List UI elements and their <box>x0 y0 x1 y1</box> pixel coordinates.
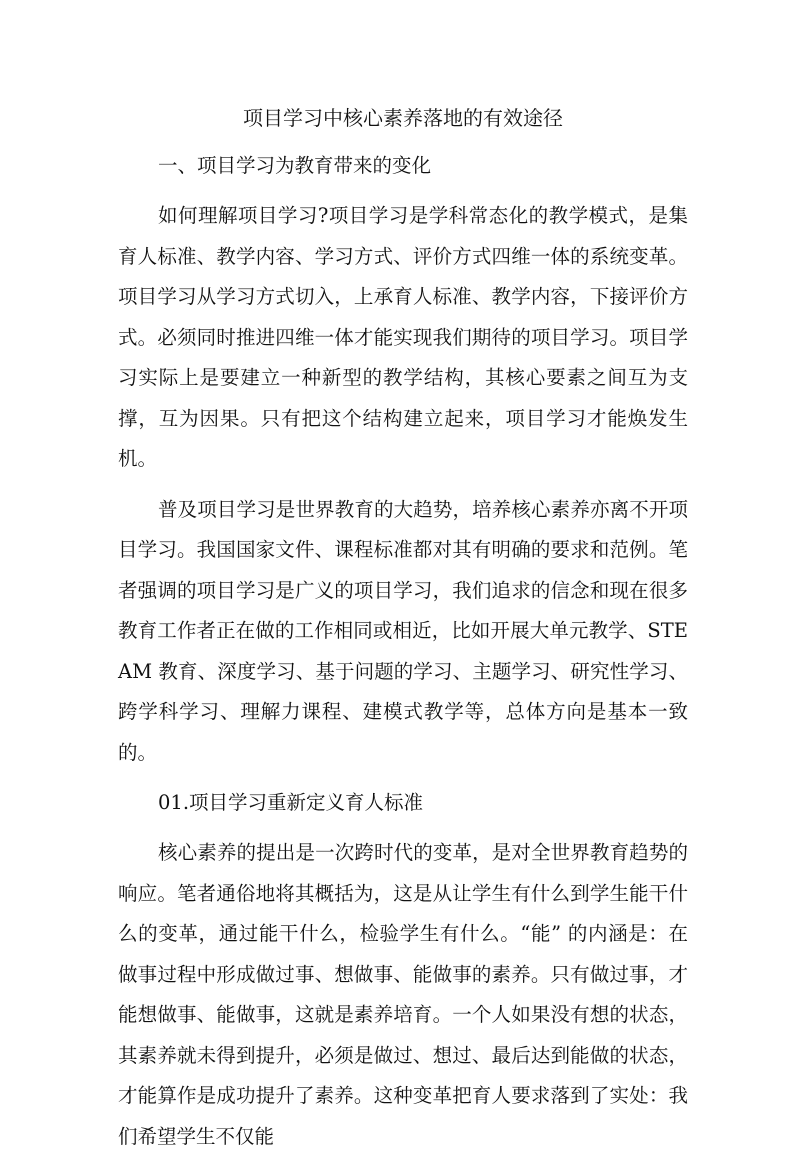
paragraph: 核心素养的提出是一次跨时代的变革，是对全世界教育趋势的响应。笔者通俗地将其概括为，这是从让学生有什么到学生能干什么的变革，通过能干什么，检验学生有什么。“能” 的内涵是：在做事过程中形成做过事、想做事、能做事的素养。只有做过事，才能想做事、能做事，这就是素养培育。一个人如果没有想的状态，其素养就未得到提升，必须是做过、想过、最后达到能做的状态，才能算作是成功提升了素养。这种变革把育人要求落到了实处：我们希望学生不仅能 <box>118 841 688 1148</box>
paragraph: 普及项目学习是世界教育的大趋势，培养核心素养亦离不开项目学习。我国国家文件、课程标准都对其有明确的要求和范例。笔者强调的项目学习是广义的项目学习，我们追求的信念和现在很多教育工作者正在做的工作相同或相近，比如开展大单元教学、STEAM 教育、深度学习、基于问题的学习、主题学习、研究性学习、跨学科学习、理解力课程、建模式教学等，总体方向是基本一致的。 <box>118 497 688 764</box>
subsection-heading: 01.项目学习重新定义育人标准 <box>158 791 424 814</box>
paragraph: 如何理解项目学习?项目学习是学科常态化的教学模式，是集育人标准、教学内容、学习方式、评价方式四维一体的系统变革。项目学习从学习方式切入，上承育人标准、教学内容，下接评价方式。必须同时推进四维一体才能实现我们期待的项目学习。项目学习实际上是要建立一种新型的教学结构，其核心要素之间互为支撑，互为因果。只有把这个结构建立起来，项目学习才能焕发生机。 <box>118 204 688 470</box>
document-title: 项目学习中核心素养落地的有效途径 <box>243 106 563 130</box>
section-heading: 一、项目学习为教育带来的变化 <box>158 154 432 177</box>
